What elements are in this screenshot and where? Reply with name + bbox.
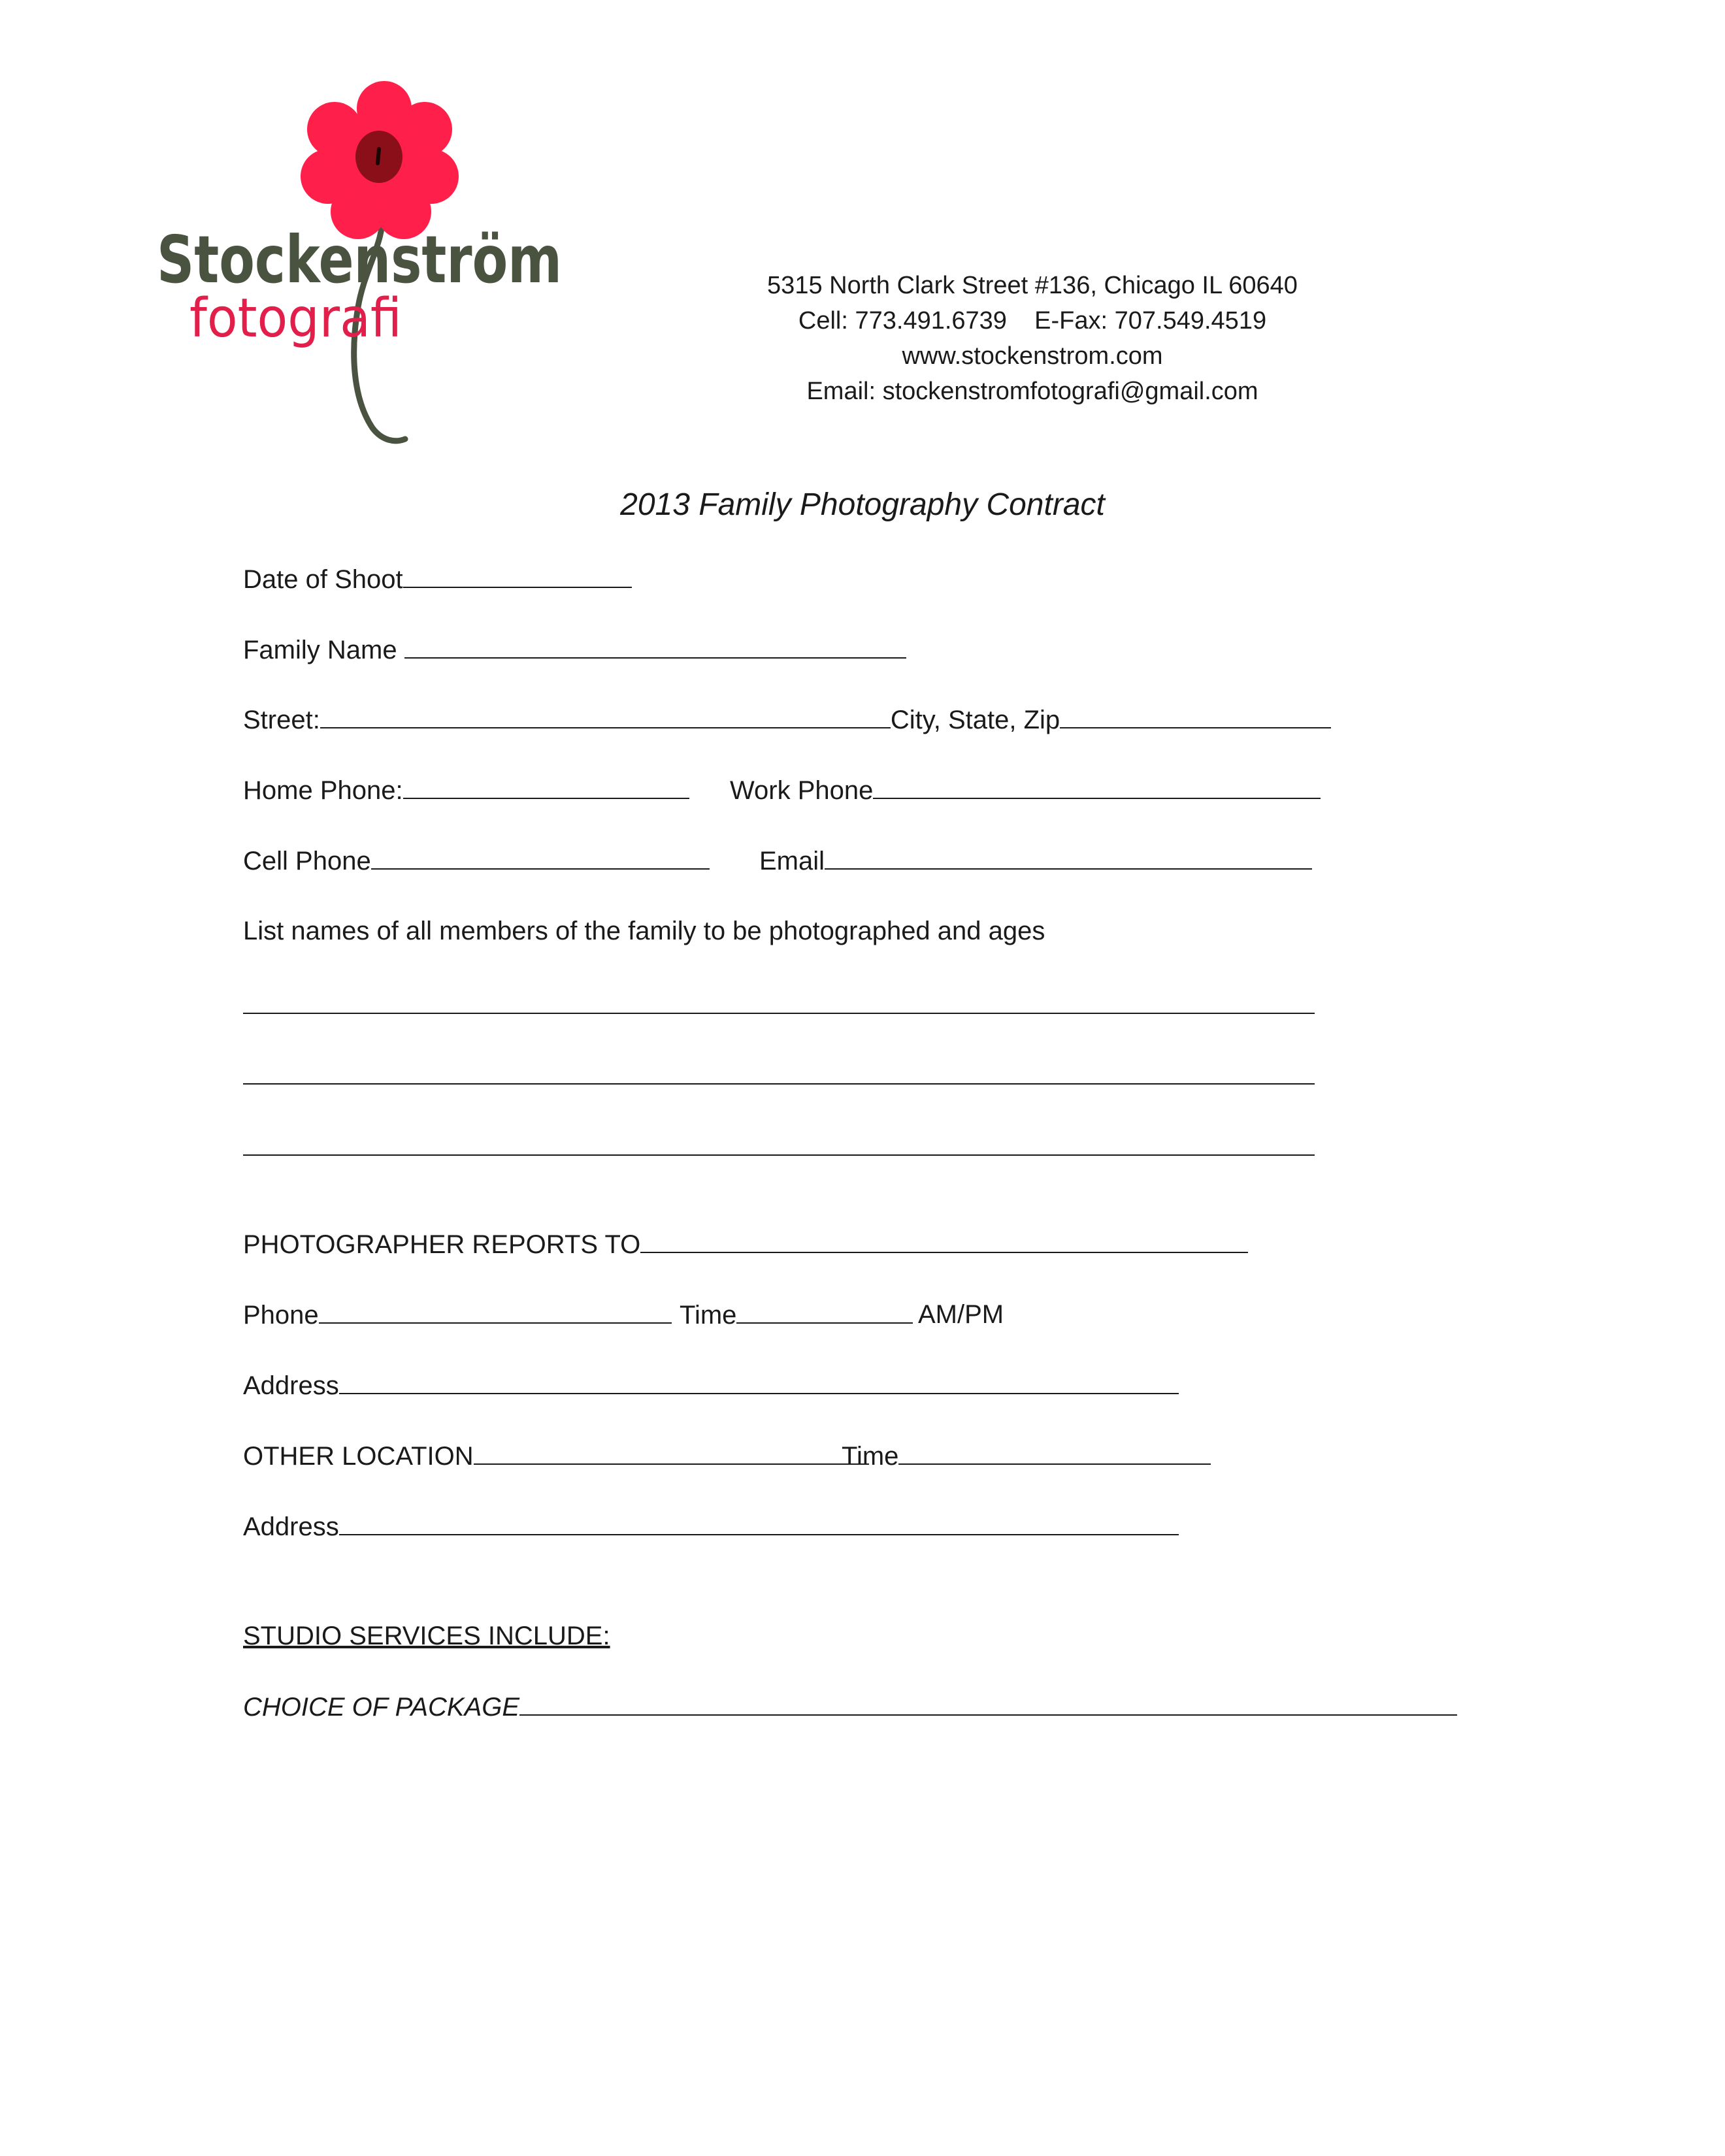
work-phone-field: [730, 774, 1321, 806]
family-name-field: [243, 634, 906, 666]
time-2-blank[interactable]: [898, 1440, 1211, 1465]
contact-phones: Cell: 773.491.6739 E-Fax: 707.549.4519: [798, 307, 1267, 335]
brand-name: Stockenström: [157, 221, 562, 298]
work-phone-label: Work Phone: [730, 776, 874, 805]
family-members-line-3[interactable]: [243, 1154, 1315, 1156]
home-phone-label: Home Phone:: [243, 776, 403, 805]
time-2-label: Time: [842, 1442, 899, 1471]
studio-services-heading: STUDIO SERVICES INCLUDE:: [243, 1622, 610, 1650]
other-location-field: [243, 1440, 869, 1472]
work-phone-blank[interactable]: [873, 774, 1321, 799]
email-field: [759, 845, 1312, 877]
family-members-prompt: List names of all members of the family to be photographed and ages: [243, 917, 1045, 945]
time-label: Time: [680, 1301, 737, 1330]
date-of-shoot-field: [243, 563, 632, 595]
other-location-label: OTHER LOCATION: [243, 1442, 474, 1471]
am-pm-label: AM/PM: [918, 1300, 1004, 1329]
address-2-label: Address: [243, 1512, 339, 1541]
email-label: Email: [759, 847, 825, 875]
address-field: [243, 1369, 1179, 1401]
cell-phone-blank[interactable]: [371, 845, 710, 870]
stockenstrom-logo: [157, 72, 575, 451]
time-2-field: [842, 1440, 1211, 1472]
document-title: 2013 Family Photography Contract: [620, 487, 1105, 522]
city-state-zip-blank[interactable]: [1060, 704, 1331, 728]
time-blank[interactable]: [736, 1299, 913, 1324]
street-field: [243, 704, 1331, 736]
address-2-blank[interactable]: [339, 1511, 1179, 1535]
phone-label: Phone: [243, 1301, 319, 1330]
family-members-line-2[interactable]: [243, 1083, 1315, 1085]
home-phone-blank[interactable]: [403, 774, 689, 799]
photographer-reports-to-blank[interactable]: [640, 1228, 1248, 1253]
family-name-blank[interactable]: [404, 634, 906, 659]
contact-address: 5315 North Clark Street #136, Chicago IL 60640: [767, 272, 1298, 299]
other-location-blank[interactable]: [474, 1440, 869, 1465]
time-field: [680, 1299, 913, 1331]
cell-phone-field: [243, 845, 710, 877]
address-label: Address: [243, 1371, 339, 1400]
family-members-line-1[interactable]: [243, 1013, 1315, 1014]
address-2-field: [243, 1511, 1179, 1543]
email-blank[interactable]: [825, 845, 1312, 870]
choice-of-package-blank[interactable]: [519, 1691, 1457, 1716]
date-of-shoot-blank[interactable]: [403, 563, 632, 588]
home-phone-field: [243, 774, 689, 806]
contact-email: Email: stockenstromfotografi@gmail.com: [806, 378, 1258, 405]
contact-info: [738, 268, 1326, 409]
cell-phone-label: Cell Phone: [243, 847, 371, 875]
phone-blank[interactable]: [319, 1299, 672, 1324]
street-label: Street:: [243, 706, 320, 734]
city-state-zip-label: City, State, Zip: [890, 706, 1060, 734]
contact-website: www.stockenstrom.com: [902, 342, 1163, 370]
street-blank[interactable]: [320, 704, 891, 728]
brand-subname: fotografi: [189, 287, 402, 350]
family-name-label: Family Name: [243, 636, 404, 664]
choice-of-package-field: [243, 1691, 1457, 1723]
choice-of-package-label: CHOICE OF PACKAGE: [243, 1693, 520, 1722]
photographer-reports-to-field: [243, 1228, 1248, 1260]
photographer-reports-to-label: PHOTOGRAPHER REPORTS TO: [243, 1230, 641, 1259]
date-of-shoot-label: Date of Shoot: [243, 565, 403, 594]
address-blank[interactable]: [339, 1369, 1179, 1394]
phone-time-field: [243, 1299, 672, 1331]
